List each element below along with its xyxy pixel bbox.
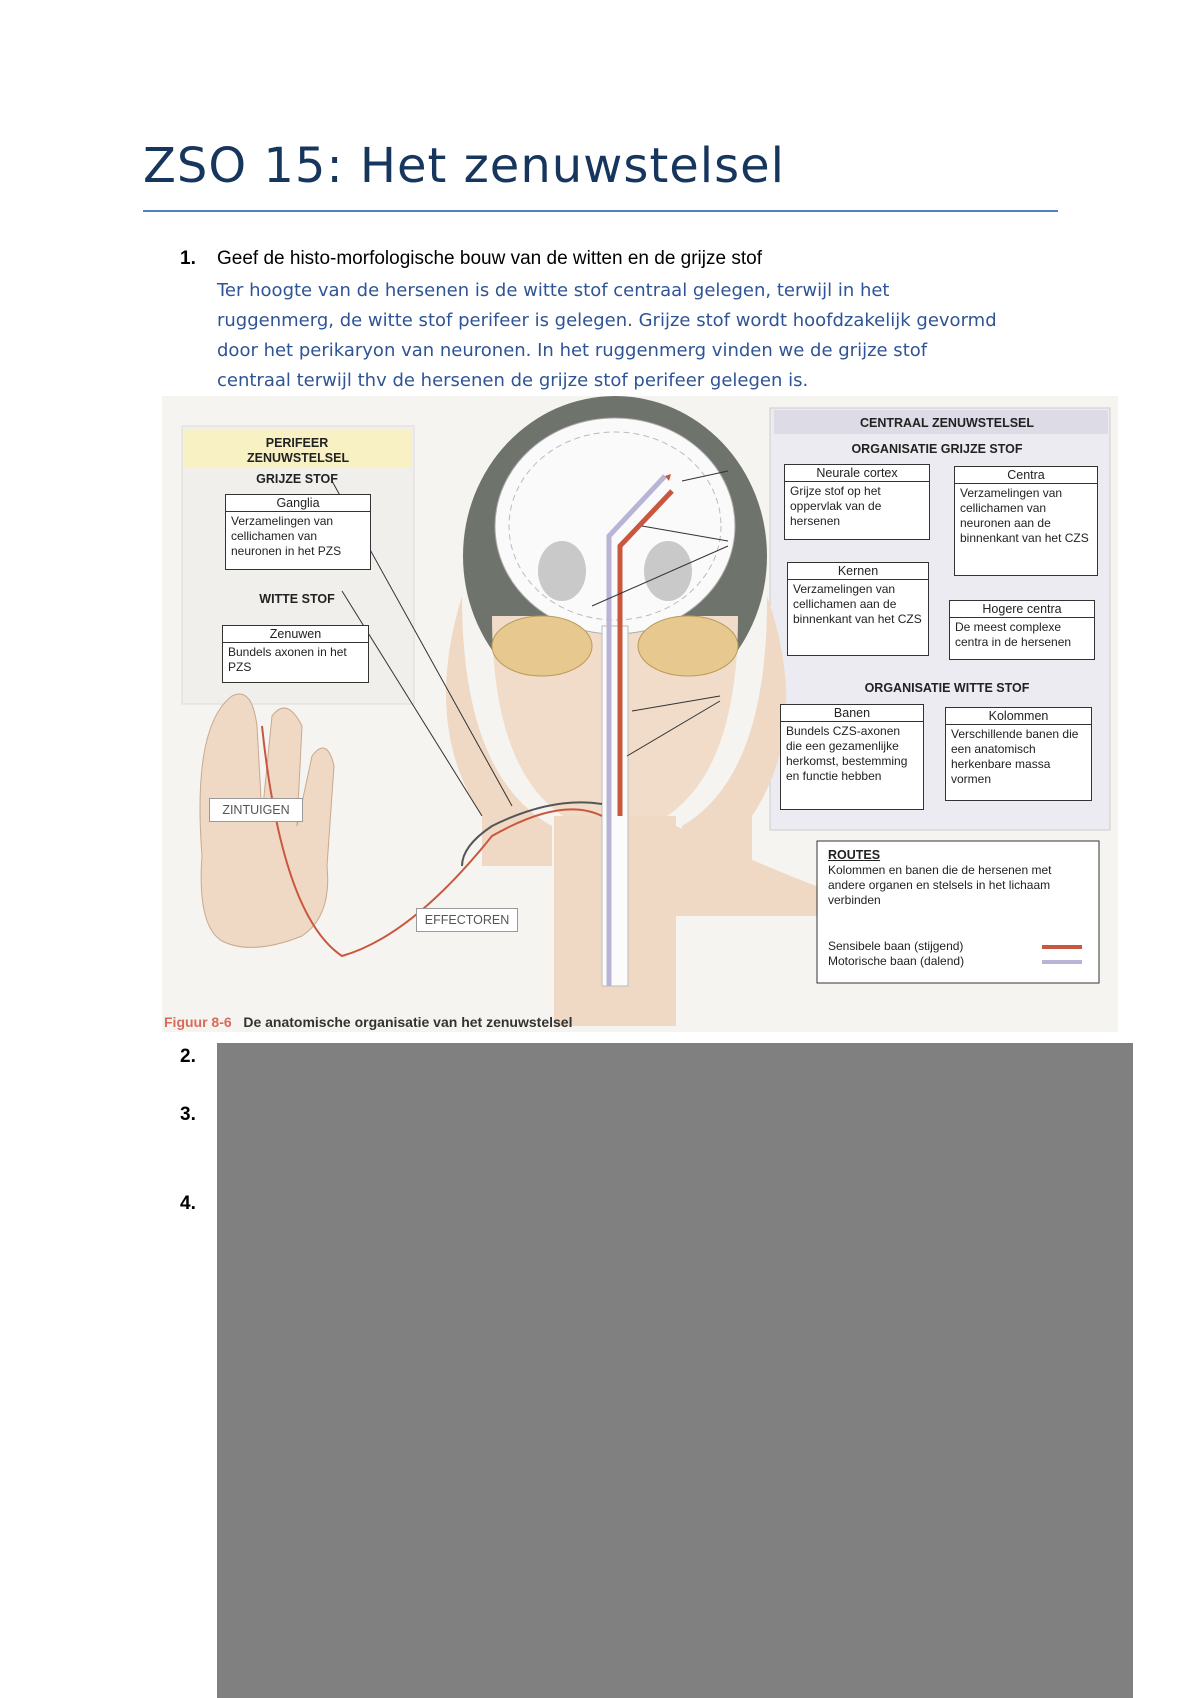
nervous-system-figure xyxy=(162,396,1118,1032)
hogere-centra-body: De meest complexe centra in de hersenen xyxy=(955,620,1072,649)
hogere-centra-box xyxy=(949,600,1095,660)
question-number: 2. xyxy=(180,1046,196,1067)
zenuwen-box xyxy=(222,625,369,683)
neurale-cortex-box xyxy=(784,464,930,540)
hogere-centra-title: Hogere centra xyxy=(950,601,1094,618)
banen-title: Banen xyxy=(781,705,923,722)
answer-line: Ter hoogte van de hersenen is de witte stof centraal gelegen, terwijl in het xyxy=(217,280,890,301)
centra-body: Verzamelingen van cellichamen van neuronen aan de binnenkant van het CZS xyxy=(960,486,1089,545)
redacted-block xyxy=(217,1043,1133,1698)
zenuwen-title: Zenuwen xyxy=(223,626,368,643)
zintuigen-label: ZINTUIGEN xyxy=(209,798,303,822)
legend-motor: Motorische baan (dalend) xyxy=(828,954,965,968)
question-number: 3. xyxy=(180,1104,196,1125)
neurale-cortex-body: Grijze stof op het oppervlak van de hersenen xyxy=(790,484,882,528)
centra-title: Centra xyxy=(955,467,1097,484)
answer-line: door het perikaryon van neuronen. In het ruggenmerg vinden we de grijze stof xyxy=(217,340,928,361)
answer-1 xyxy=(217,276,1077,396)
kolommen-box xyxy=(945,707,1092,801)
kernen-box xyxy=(787,562,929,656)
kolommen-title: Kolommen xyxy=(946,708,1091,725)
czs-witte-label: ORGANISATIE WITTE STOF xyxy=(864,681,1030,695)
question-number: 1. xyxy=(180,248,196,269)
cerebellum-left xyxy=(492,616,592,676)
effectoren-label: EFFECTOREN xyxy=(416,908,518,932)
pzs-header: PERIFEER ZENUWSTELSEL xyxy=(247,436,350,465)
nucleus-left xyxy=(538,541,586,601)
nucleus-right xyxy=(644,541,692,601)
zenuwen-body: Bundels axonen in het PZS xyxy=(228,645,347,674)
page-title: ZSO 15: Het zenuwstelsel xyxy=(143,138,785,194)
routes-title: ROUTES xyxy=(828,848,881,862)
answer-line: ruggenmerg, de witte stof perifeer is gelegen. Grijze stof wordt hoofdzakelijk gevormd xyxy=(217,310,997,331)
figure-caption-text: De anatomische organisatie van het zenuwstelsel xyxy=(243,1014,573,1030)
kernen-title: Kernen xyxy=(788,563,928,580)
pzs-witte-label: WITTE STOF xyxy=(259,592,335,606)
routes-body: Kolommen en banen die de hersenen met andere organen en stelsels in het lichaam verbinden xyxy=(828,863,1052,907)
legend-sensory: Sensibele baan (stijgend) xyxy=(828,939,964,953)
banen-box xyxy=(780,704,924,810)
question-text: Geef de histo-morfologische bouw van de witten en de grijze stof xyxy=(217,248,762,269)
figure-number: Figuur 8-6 xyxy=(164,1014,232,1030)
answer-line: centraal terwijl thv de hersenen de grijze stof perifeer gelegen is. xyxy=(217,370,809,391)
kernen-body: Verzamelingen van cellichamen aan de binnenkant van het CZS xyxy=(793,582,922,626)
spinal-cord xyxy=(602,626,628,986)
banen-body: Bundels CZS-axonen die een gezamenlijke herkomst, bestemming en functie hebben xyxy=(786,724,908,783)
czs-grijze-label: ORGANISATIE GRIJZE STOF xyxy=(851,442,1023,456)
question-number: 4. xyxy=(180,1193,196,1214)
ganglia-body: Verzamelingen van cellichamen van neuronen in het PZS xyxy=(231,514,342,558)
neurale-cortex-title: Neurale cortex xyxy=(785,465,929,482)
title-rule xyxy=(143,210,1058,212)
kolommen-body: Verschillende banen die een anatomisch herkenbare massa vormen xyxy=(951,727,1079,786)
czs-header: CENTRAAL ZENUWSTELSEL xyxy=(859,416,1035,430)
figure-caption xyxy=(164,1014,572,1030)
cerebellum-right xyxy=(638,616,738,676)
ganglia-title: Ganglia xyxy=(226,495,370,512)
ganglia-box xyxy=(225,494,371,570)
centra-box xyxy=(954,466,1098,576)
pzs-grijze-label: GRIJZE STOF xyxy=(256,472,338,486)
